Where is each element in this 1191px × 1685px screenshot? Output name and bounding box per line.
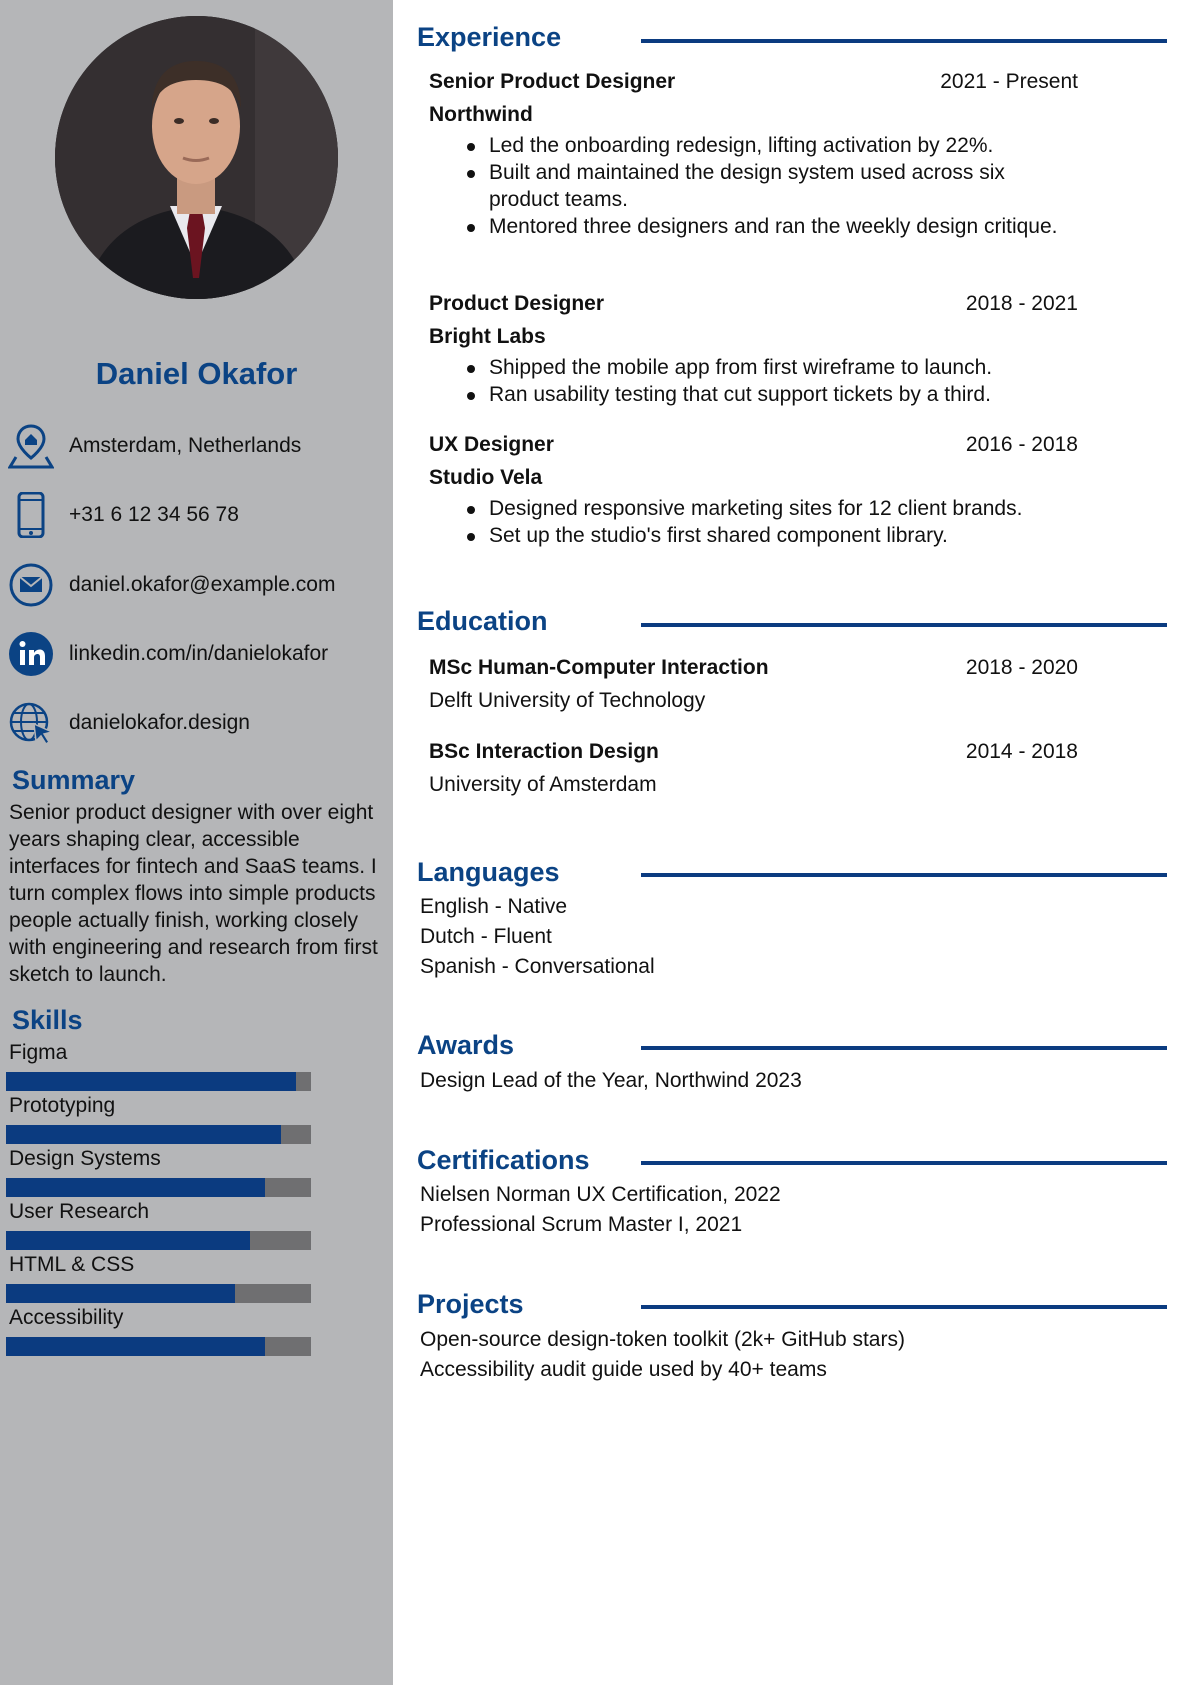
skill-bar-fill: [6, 1072, 296, 1091]
contact-linkedin: [8, 630, 388, 678]
skill-bar-fill: [6, 1125, 281, 1144]
job-dates: 2018 - 2021: [965, 292, 1078, 315]
job-bullet: Mentored three designers and ran the weekly design critique.: [489, 213, 1069, 240]
language-item: Dutch - Fluent: [420, 925, 552, 948]
skill-bar-fill: [6, 1337, 265, 1356]
job-bullets: [489, 132, 1069, 240]
certifications-heading: Certifications: [417, 1145, 590, 1175]
award-item: Design Lead of the Year, Northwind 2023: [420, 1069, 802, 1092]
contact-phone: [8, 491, 388, 539]
skill-item: [6, 1146, 312, 1199]
awards-rule: [641, 1046, 1167, 1050]
certification-item: Nielsen Norman UX Certification, 2022: [420, 1183, 781, 1206]
profile-photo: [55, 16, 338, 299]
contact-location: [8, 422, 388, 470]
certifications-rule: [641, 1161, 1167, 1165]
education-school: Delft University of Technology: [429, 689, 706, 712]
languages-rule: [641, 873, 1167, 877]
skill-name: HTML & CSS: [9, 1253, 135, 1276]
location-text: Amsterdam, Netherlands: [69, 434, 302, 457]
awards-list: [420, 1066, 1160, 1096]
skills-heading: Skills: [12, 1005, 83, 1035]
language-item: Spanish - Conversational: [420, 955, 655, 978]
language-item: English - Native: [420, 895, 568, 918]
certification-item: Professional Scrum Master I, 2021: [420, 1213, 743, 1236]
education-school: University of Amsterdam: [429, 773, 657, 796]
skill-bar-fill: [6, 1178, 265, 1197]
job-company: Studio Vela: [429, 466, 543, 489]
languages-heading: Languages: [417, 857, 560, 887]
email-text[interactable]: daniel.okafor@example.com: [69, 573, 336, 596]
skill-bar-track: [6, 1125, 311, 1144]
skill-item: [6, 1040, 312, 1093]
job-title: UX Designer: [429, 433, 554, 456]
profile-name: Daniel Okafor: [95, 356, 298, 391]
job-bullet: Led the onboarding redesign, lifting activation by 22%.: [489, 132, 1069, 159]
phone-icon: [8, 492, 54, 538]
project-item: Accessibility audit guide used by 40+ teams: [420, 1358, 827, 1381]
skill-name: Prototyping: [9, 1094, 116, 1117]
linkedin-text[interactable]: linkedin.com/in/danielokafor: [69, 642, 329, 665]
skill-bar-track: [6, 1178, 311, 1197]
certifications-list: [420, 1180, 1160, 1240]
projects-heading: Projects: [417, 1289, 524, 1319]
education-degree: MSc Human-Computer Interaction: [429, 656, 769, 679]
project-item: Open-source design-token toolkit (2k+ GitHub stars): [420, 1328, 905, 1351]
experience-rule: [641, 39, 1167, 43]
skills-list: [6, 1040, 312, 1358]
education-dates: 2018 - 2020: [965, 656, 1078, 679]
job-bullets: [489, 354, 1069, 408]
linkedin-icon: [8, 631, 54, 677]
job-dates: 2021 - Present: [940, 70, 1078, 93]
skill-item: [6, 1093, 312, 1146]
skill-item: [6, 1199, 312, 1252]
globe-cursor-icon: [8, 700, 54, 746]
skill-item: [6, 1252, 312, 1305]
website-text[interactable]: danielokafor.design: [69, 711, 250, 734]
projects-list: [420, 1325, 1160, 1385]
sidebar: [0, 0, 393, 1685]
skill-bar-track: [6, 1284, 311, 1303]
job-bullets: [489, 495, 1069, 549]
contact-website: [8, 699, 388, 747]
skill-bar-track: [6, 1072, 311, 1091]
education-rule: [641, 623, 1167, 627]
skill-name: Design Systems: [9, 1147, 161, 1170]
job-bullet: Built and maintained the design system used across six product teams.: [489, 159, 1069, 213]
experience-heading: Experience: [417, 22, 562, 52]
job-bullet: Shipped the mobile app from first wireframe to launch.: [489, 354, 1069, 381]
job-bullet: Ran usability testing that cut support tickets by a third.: [489, 381, 1069, 408]
skill-bar-track: [6, 1231, 311, 1250]
skill-bar-fill: [6, 1231, 250, 1250]
skill-name: Accessibility: [9, 1306, 124, 1329]
education-heading: Education: [417, 606, 548, 636]
awards-heading: Awards: [417, 1030, 515, 1060]
email-icon: [8, 562, 54, 608]
job-company: Northwind: [429, 103, 533, 126]
skill-bar-fill: [6, 1284, 235, 1303]
skill-name: User Research: [9, 1200, 150, 1223]
education-degree: BSc Interaction Design: [429, 740, 659, 763]
projects-rule: [641, 1305, 1167, 1309]
summary-text: Senior product designer with over eight years shaping clear, accessible interfaces for fintech and SaaS teams. I turn complex flows into simple products people actually finish, working closely with engineering and research from first sketch to launch.: [9, 801, 378, 986]
job-bullet: Set up the studio's first shared component library.: [489, 522, 1069, 549]
job-dates: 2016 - 2018: [965, 433, 1078, 456]
job-bullet: Designed responsive marketing sites for 12 client brands.: [489, 495, 1069, 522]
job-company: Bright Labs: [429, 325, 546, 348]
education-dates: 2014 - 2018: [965, 740, 1078, 763]
location-pin-icon: [8, 423, 54, 469]
job-title: Senior Product Designer: [429, 70, 676, 93]
contact-email: [8, 561, 388, 609]
skill-name: Figma: [9, 1041, 68, 1064]
languages-list: [420, 892, 1160, 982]
skill-item: [6, 1305, 312, 1358]
skill-bar-track: [6, 1337, 311, 1356]
summary-heading: Summary: [12, 765, 136, 795]
phone-text[interactable]: +31 6 12 34 56 78: [69, 503, 239, 526]
job-title: Product Designer: [429, 292, 605, 315]
